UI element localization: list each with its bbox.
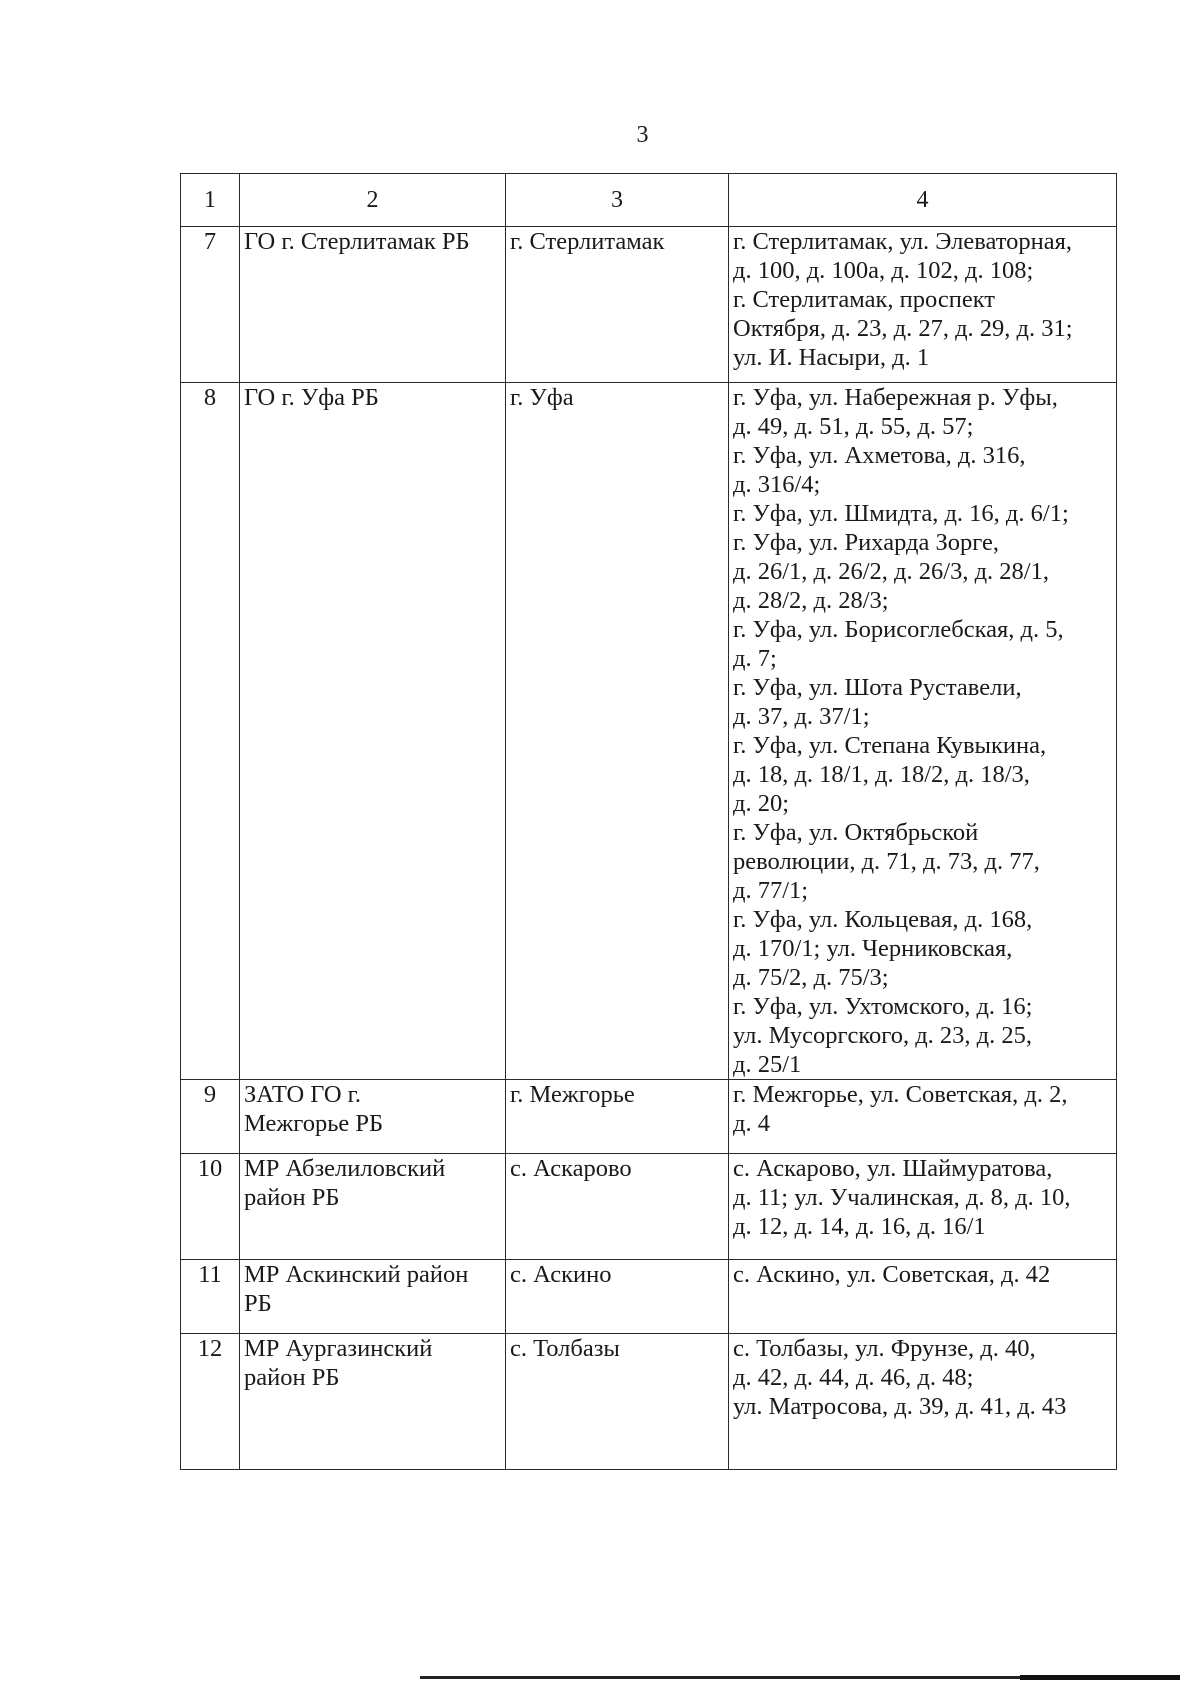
district-cell	[240, 383, 506, 1080]
district-cell	[240, 1154, 506, 1260]
district-line: ЗАТО ГО г.	[244, 1081, 362, 1108]
district-line: РБ	[244, 1290, 272, 1317]
district-line: МР Аургазинский	[244, 1335, 433, 1362]
locality-cell: с. Аскино	[506, 1260, 729, 1334]
address-line: д. 28/2, д. 28/3;	[733, 587, 889, 614]
address-line: г. Межгорье, ул. Советская, д. 2,	[733, 1081, 1068, 1108]
district-cell	[240, 1334, 506, 1470]
row-number: 9	[181, 1080, 240, 1154]
row-number: 7	[181, 227, 240, 383]
table-header-row	[181, 174, 1117, 227]
address-line: д. 7;	[733, 645, 777, 672]
address-line: д. 20;	[733, 790, 790, 817]
address-line: д. 49, д. 51, д. 55, д. 57;	[733, 413, 974, 440]
address-line: революции, д. 71, д. 73, д. 77,	[733, 848, 1040, 875]
address-cell	[729, 1080, 1117, 1154]
row-number: 10	[181, 1154, 240, 1260]
header-cell-2: 2	[240, 174, 506, 227]
address-line: ул. Матросова, д. 39, д. 41, д. 43	[733, 1393, 1067, 1420]
address-line: д. 26/1, д. 26/2, д. 26/3, д. 28/1,	[733, 558, 1049, 585]
address-line: г. Уфа, ул. Кольцевая, д. 168,	[733, 906, 1033, 933]
address-line: г. Уфа, ул. Ахметова, д. 316,	[733, 442, 1026, 469]
table-row	[181, 1334, 1117, 1470]
address-line: д. 25/1	[733, 1051, 802, 1078]
scan-edge-mark	[1020, 1675, 1180, 1680]
address-line: ул. И. Насыри, д. 1	[733, 344, 930, 371]
address-cell	[729, 383, 1117, 1080]
district-line: МР Аскинский район	[244, 1261, 469, 1288]
district-line: ГО г. Уфа РБ	[244, 384, 379, 411]
locality-cell: г. Стерлитамак	[506, 227, 729, 383]
address-cell	[729, 1334, 1117, 1470]
address-line: г. Уфа, ул. Набережная р. Уфы,	[733, 384, 1058, 411]
address-line: г. Стерлитамак, ул. Элеваторная,	[733, 228, 1072, 255]
address-line: г. Стерлитамак, проспект	[733, 286, 996, 313]
address-line: г. Уфа, ул. Шота Руставели,	[733, 674, 1022, 701]
table-row	[181, 1260, 1117, 1334]
district-line: Межгорье РБ	[244, 1110, 384, 1137]
district-line: ГО г. Стерлитамак РБ	[244, 228, 470, 255]
address-line: д. 11; ул. Учалинская, д. 8, д. 10,	[733, 1184, 1071, 1211]
address-cell	[729, 1260, 1117, 1334]
address-line: г. Уфа, ул. Ухтомского, д. 16;	[733, 993, 1033, 1020]
header-cell-4: 4	[729, 174, 1117, 227]
address-line: д. 37, д. 37/1;	[733, 703, 870, 730]
address-cell	[729, 1154, 1117, 1260]
locality-cell: г. Уфа	[506, 383, 729, 1080]
table-row	[181, 1154, 1117, 1260]
address-line: д. 18, д. 18/1, д. 18/2, д. 18/3,	[733, 761, 1030, 788]
address-line: д. 4	[733, 1110, 770, 1137]
locality-cell: г. Межгорье	[506, 1080, 729, 1154]
address-line: г. Уфа, ул. Октябрьской	[733, 819, 979, 846]
locality-cell: с. Аскарово	[506, 1154, 729, 1260]
address-cell	[729, 227, 1117, 383]
address-line: д. 170/1; ул. Черниковская,	[733, 935, 1013, 962]
address-line: д. 77/1;	[733, 877, 809, 904]
district-line: МР Абзелиловский	[244, 1155, 446, 1182]
row-number: 11	[181, 1260, 240, 1334]
table-row	[181, 1080, 1117, 1154]
address-line: г. Уфа, ул. Степана Кувыкина,	[733, 732, 1047, 759]
district-line: район РБ	[244, 1184, 340, 1211]
address-line: с. Аскино, ул. Советская, д. 42	[733, 1261, 1051, 1288]
address-line: с. Аскарово, ул. Шаймуратова,	[733, 1155, 1053, 1182]
address-line: д. 12, д. 14, д. 16, д. 16/1	[733, 1213, 986, 1240]
address-line: с. Толбазы, ул. Фрунзе, д. 40,	[733, 1335, 1036, 1362]
page-number: 3	[636, 122, 649, 148]
address-line: г. Уфа, ул. Шмидта, д. 16, д. 6/1;	[733, 500, 1069, 527]
table-row	[181, 383, 1117, 1080]
header-cell-1: 1	[181, 174, 240, 227]
address-line: д. 42, д. 44, д. 46, д. 48;	[733, 1364, 974, 1391]
address-line: г. Уфа, ул. Рихарда Зорге,	[733, 529, 999, 556]
address-line: д. 316/4;	[733, 471, 821, 498]
address-line: г. Уфа, ул. Борисоглебская, д. 5,	[733, 616, 1064, 643]
district-cell	[240, 227, 506, 383]
table-row	[181, 227, 1117, 383]
settlements-table	[180, 173, 1117, 1470]
address-line: Октября, д. 23, д. 27, д. 29, д. 31;	[733, 315, 1073, 342]
district-cell	[240, 1080, 506, 1154]
district-line: район РБ	[244, 1364, 340, 1391]
locality-cell: с. Толбазы	[506, 1334, 729, 1470]
row-number: 12	[181, 1334, 240, 1470]
address-line: ул. Мусоргского, д. 23, д. 25,	[733, 1022, 1033, 1049]
district-cell	[240, 1260, 506, 1334]
address-line: д. 75/2, д. 75/3;	[733, 964, 889, 991]
address-line: д. 100, д. 100а, д. 102, д. 108;	[733, 257, 1034, 284]
header-cell-3: 3	[506, 174, 729, 227]
row-number: 8	[181, 383, 240, 1080]
